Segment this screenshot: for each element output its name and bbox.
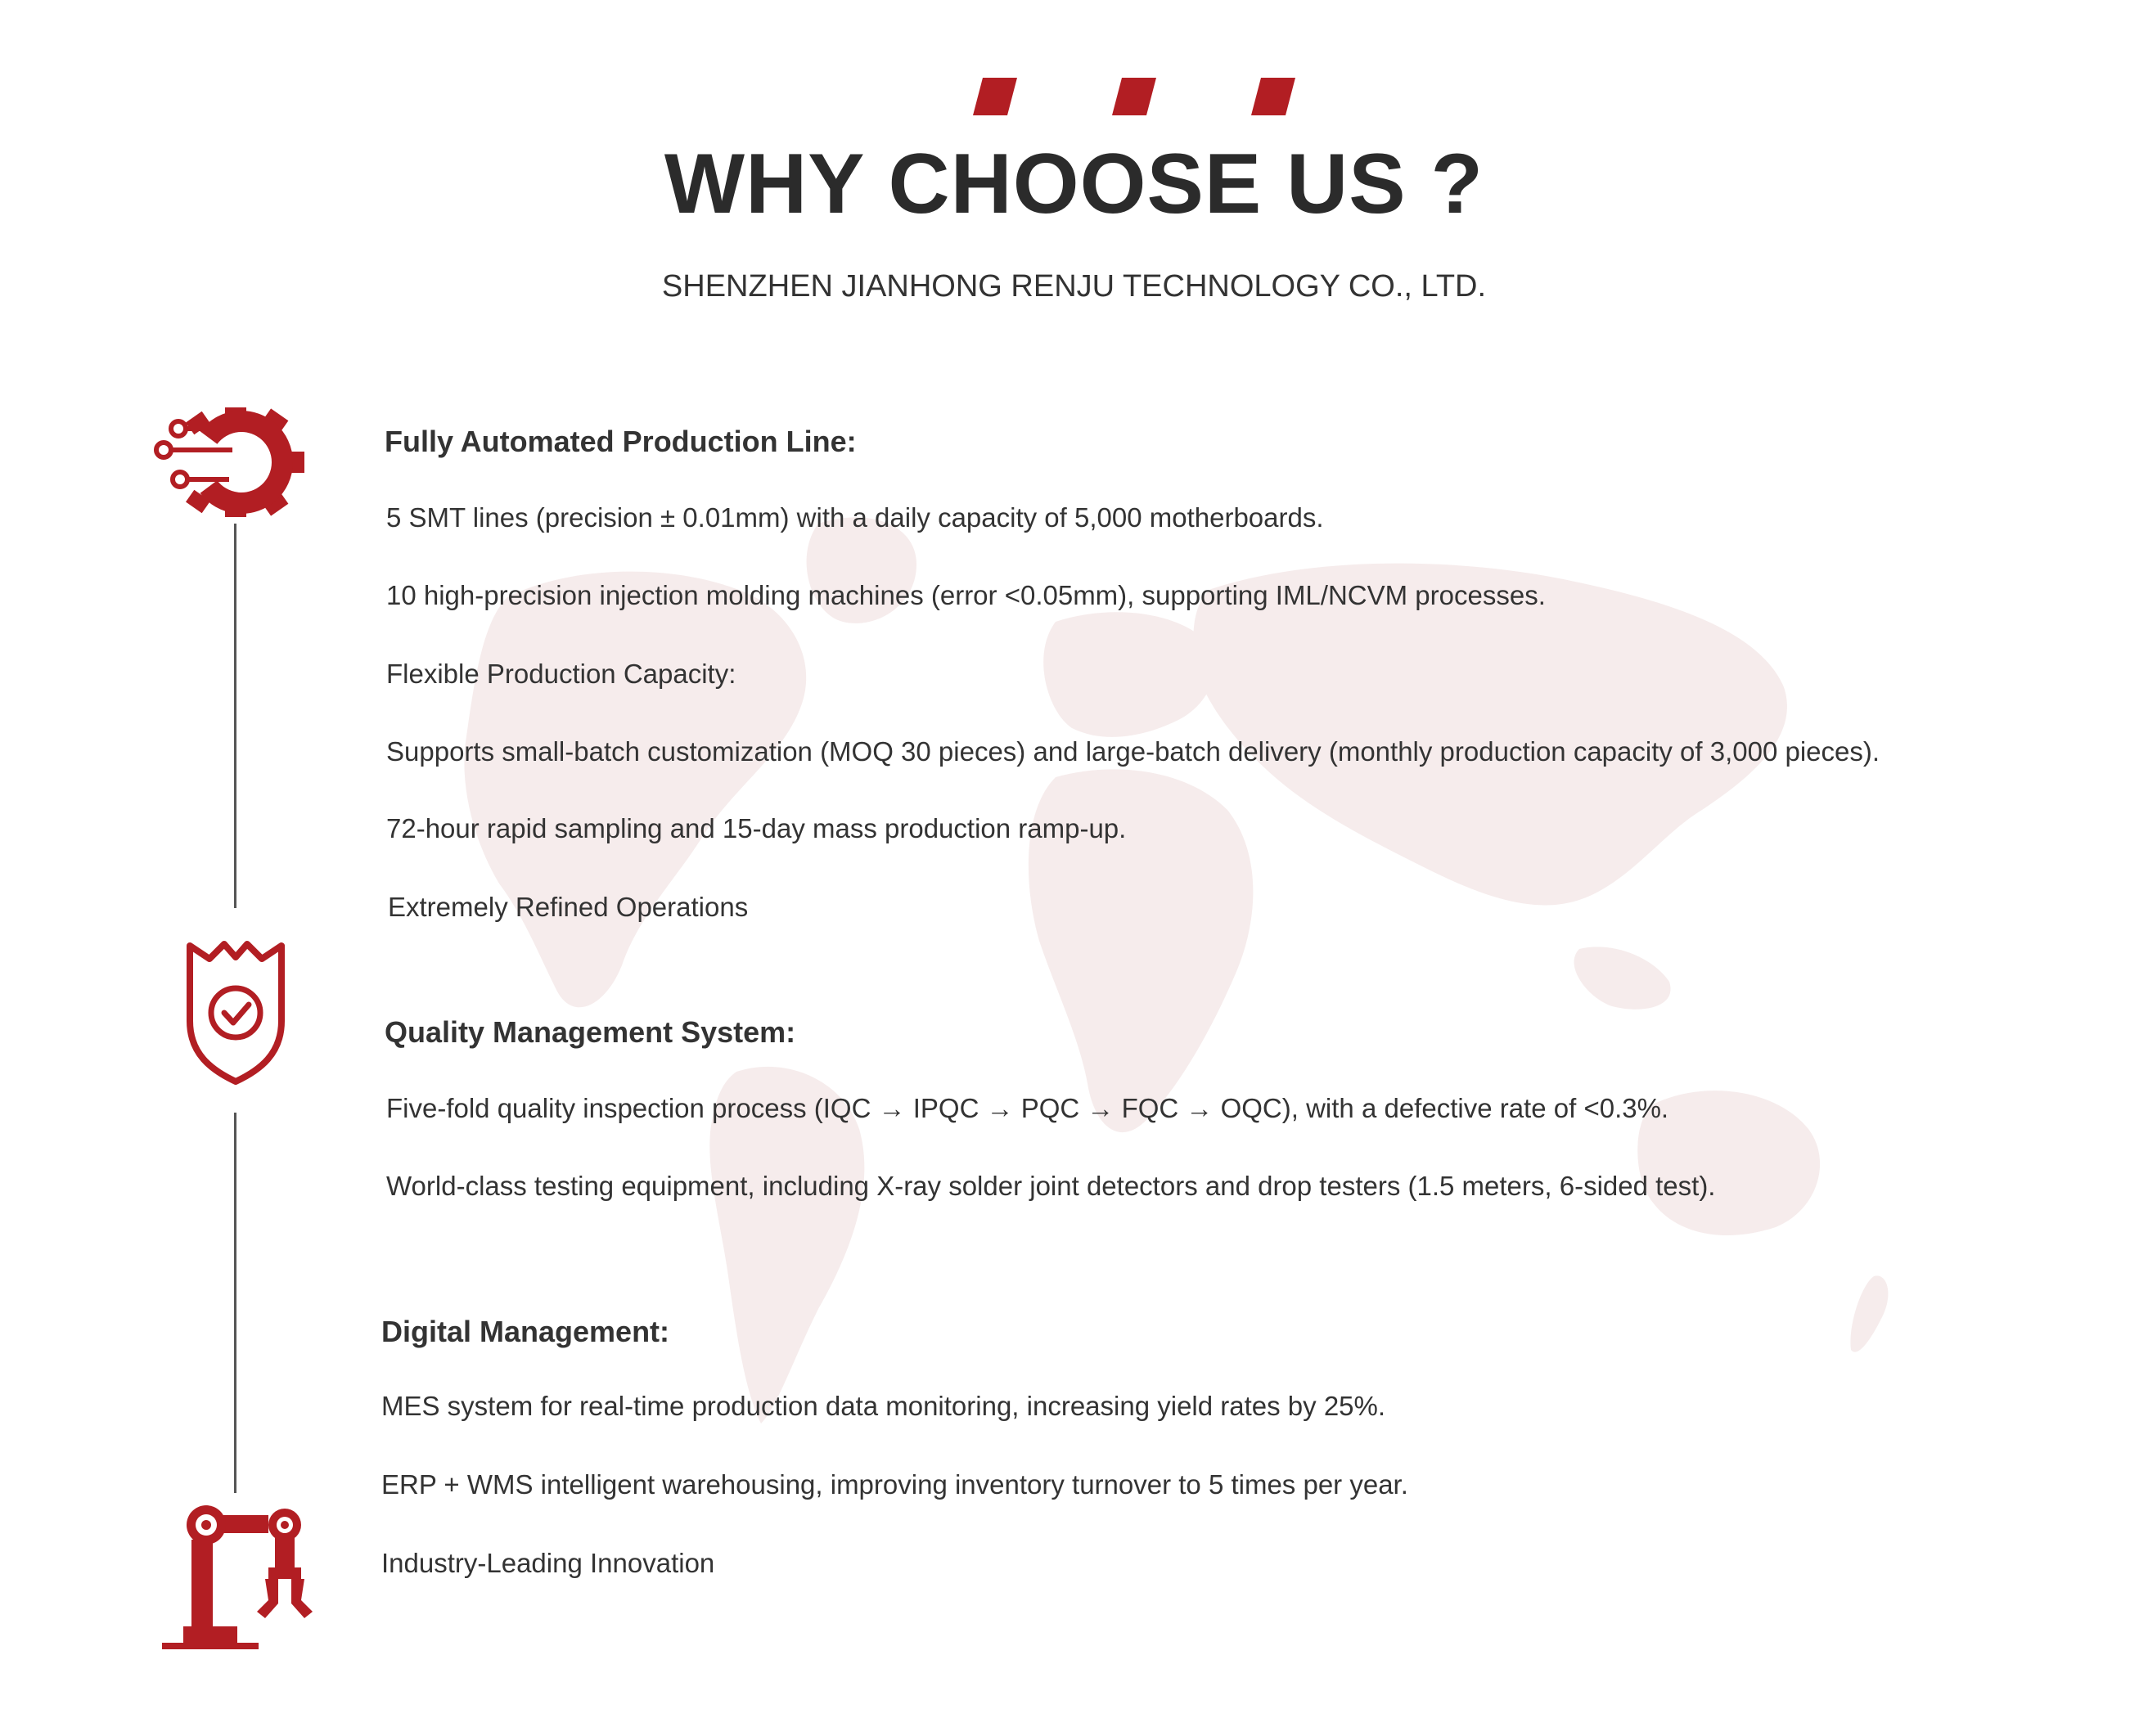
section-line: World-class testing equipment, including X-ray solder joint detectors and drop testers (1.5 meters, 6-sided test). — [386, 1171, 1716, 1201]
section-line: Flexible Production Capacity: — [386, 659, 736, 689]
section-heading-production: Fully Automated Production Line: — [385, 425, 857, 458]
robot-arm-icon — [160, 1497, 316, 1653]
section-line: 10 high-precision injection molding machines (error <0.05mm), supporting IML/NCVM processes. — [386, 580, 1546, 610]
section-line: ERP + WMS intelligent warehousing, improving inventory turnover to 5 times per year. — [381, 1469, 1408, 1500]
section-line: Industry-Leading Innovation — [381, 1548, 715, 1578]
section-heading-digital: Digital Management: — [381, 1315, 670, 1348]
section-line: Extremely Refined Operations — [388, 892, 749, 922]
section-line: 5 SMT lines (precision ± 0.01mm) with a daily capacity of 5,000 motherboards. — [386, 502, 1324, 533]
gear-circuit-icon — [147, 401, 327, 524]
shield-check-icon — [187, 939, 285, 1085]
section-heading-quality: Quality Management System: — [385, 1015, 796, 1049]
section-line: MES system for real-time production data monitoring, increasing yield rates by 25%. — [381, 1391, 1386, 1421]
section-line: 72-hour rapid sampling and 15-day mass production ramp-up. — [386, 813, 1127, 843]
page-title: WHY CHOOSE US ? — [664, 137, 1484, 232]
decorative-dashes — [970, 78, 1313, 115]
section-line: Five-fold quality inspection process (IQC → IPQC → PQC → FQC → OQC), with a defective rate of <0.3%. — [386, 1093, 1669, 1123]
timeline-connector — [234, 1113, 236, 1493]
timeline-connector — [234, 524, 236, 908]
section-line: Supports small-batch customization (MOQ 30 pieces) and large-batch delivery (monthly production capacity of 3,000 pieces). — [386, 736, 1880, 767]
company-name: SHENZHEN JIANHONG RENJU TECHNOLOGY CO., LTD. — [661, 269, 1487, 304]
